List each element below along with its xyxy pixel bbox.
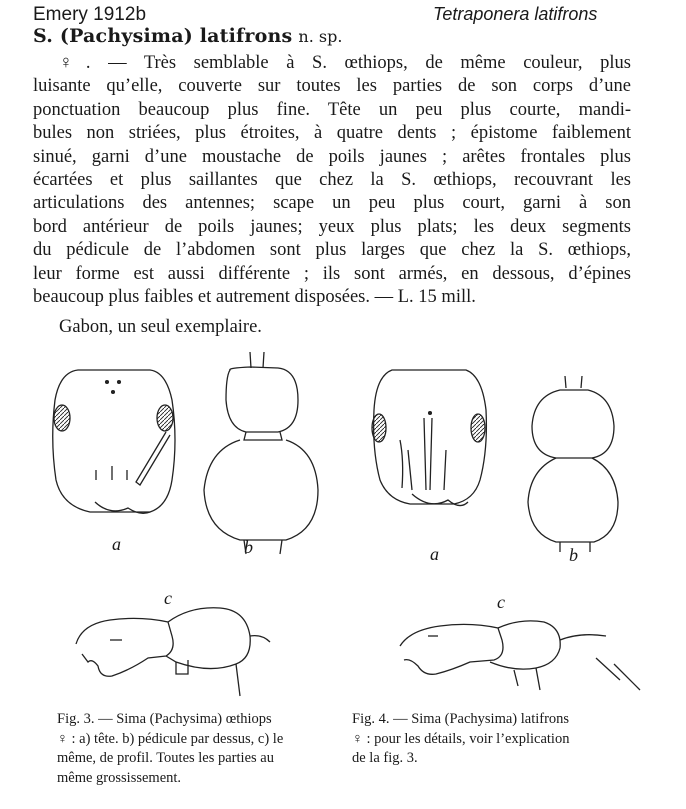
description-line: ♀. — Très semblable à S. œthiops, de même couleur, plus — [59, 53, 631, 73]
fig4-profile-drawing — [400, 621, 640, 690]
fig3-caption — [57, 710, 327, 788]
fig4-pedicel-drawing — [528, 376, 618, 552]
fig3-label-a: a — [112, 534, 121, 554]
fig4-label-b: b — [569, 545, 578, 565]
caption-line: ♀ : pour les détails, voir l’explication — [352, 730, 570, 747]
locality-note: Gabon, un seul exemplaire. — [59, 317, 262, 337]
fig4-label-a: a — [430, 544, 439, 564]
header-species: Tetraponera latifrons — [433, 4, 598, 24]
fig3-profile-drawing — [76, 608, 270, 696]
description-line: bules non striées, plus étroites, à quatre dents ; épistome faiblement — [33, 123, 631, 144]
caption-line: ♀ : a) tête. b) pédicule par dessus, c) le — [57, 730, 284, 747]
species-title — [33, 25, 342, 47]
description-line: leur forme est aussi différente ; ils sont armés, en dessous, d’épines — [33, 263, 631, 284]
description-line: articulations des antennes; scape un peu plus court, garni à son — [33, 193, 631, 214]
fig3-label-b: b — [244, 537, 253, 557]
caption-line: même, de profil. Toutes les parties au — [57, 750, 274, 766]
description-paragraph — [33, 52, 631, 309]
description-line: bord antérieur de poils jaunes; yeux plus plats; les deux segments — [33, 216, 631, 237]
new-species-marker: n. sp. — [298, 27, 343, 46]
fig4-label-c: c — [497, 592, 505, 612]
description-line: écartées et plus saillantes que chez la S. œthiops, recouvrant les — [33, 170, 631, 191]
species-name: S. (Pachysima) latifrons — [33, 25, 293, 47]
caption-line: Fig. 4. — Sima (Pachysima) latifrons — [352, 711, 570, 727]
description-line: du pédicule de l’abdomen sont plus larges que chez la S. œthiops, — [33, 240, 631, 261]
caption-line: Fig. 3. — Sima (Pachysima) œthiops — [57, 711, 272, 727]
fig3-head-drawing — [53, 370, 175, 513]
figure-drawings — [0, 340, 686, 705]
fig4-caption — [352, 710, 642, 769]
fig3-pedicel-drawing — [204, 352, 318, 554]
description-line: ponctuation beaucoup plus fine. Tête un peu plus courte, mandi- — [33, 99, 631, 120]
caption-line: de la fig. 3. — [352, 750, 418, 766]
fig4-head-drawing — [372, 370, 486, 506]
description-line: beaucoup plus faibles et autrement disposées. — L. 15 mill. — [33, 287, 476, 308]
caption-line: même grossissement. — [57, 769, 182, 786]
description-line: sinué, garni d’une moustache de poils jaunes ; arêtes frontales plus — [33, 146, 631, 167]
fig3-label-c: c — [164, 588, 172, 608]
header-citation: Emery 1912b — [33, 4, 147, 25]
description-line: luisante qu’elle, couverte sur toutes les parties de son corps d’une — [33, 76, 631, 97]
